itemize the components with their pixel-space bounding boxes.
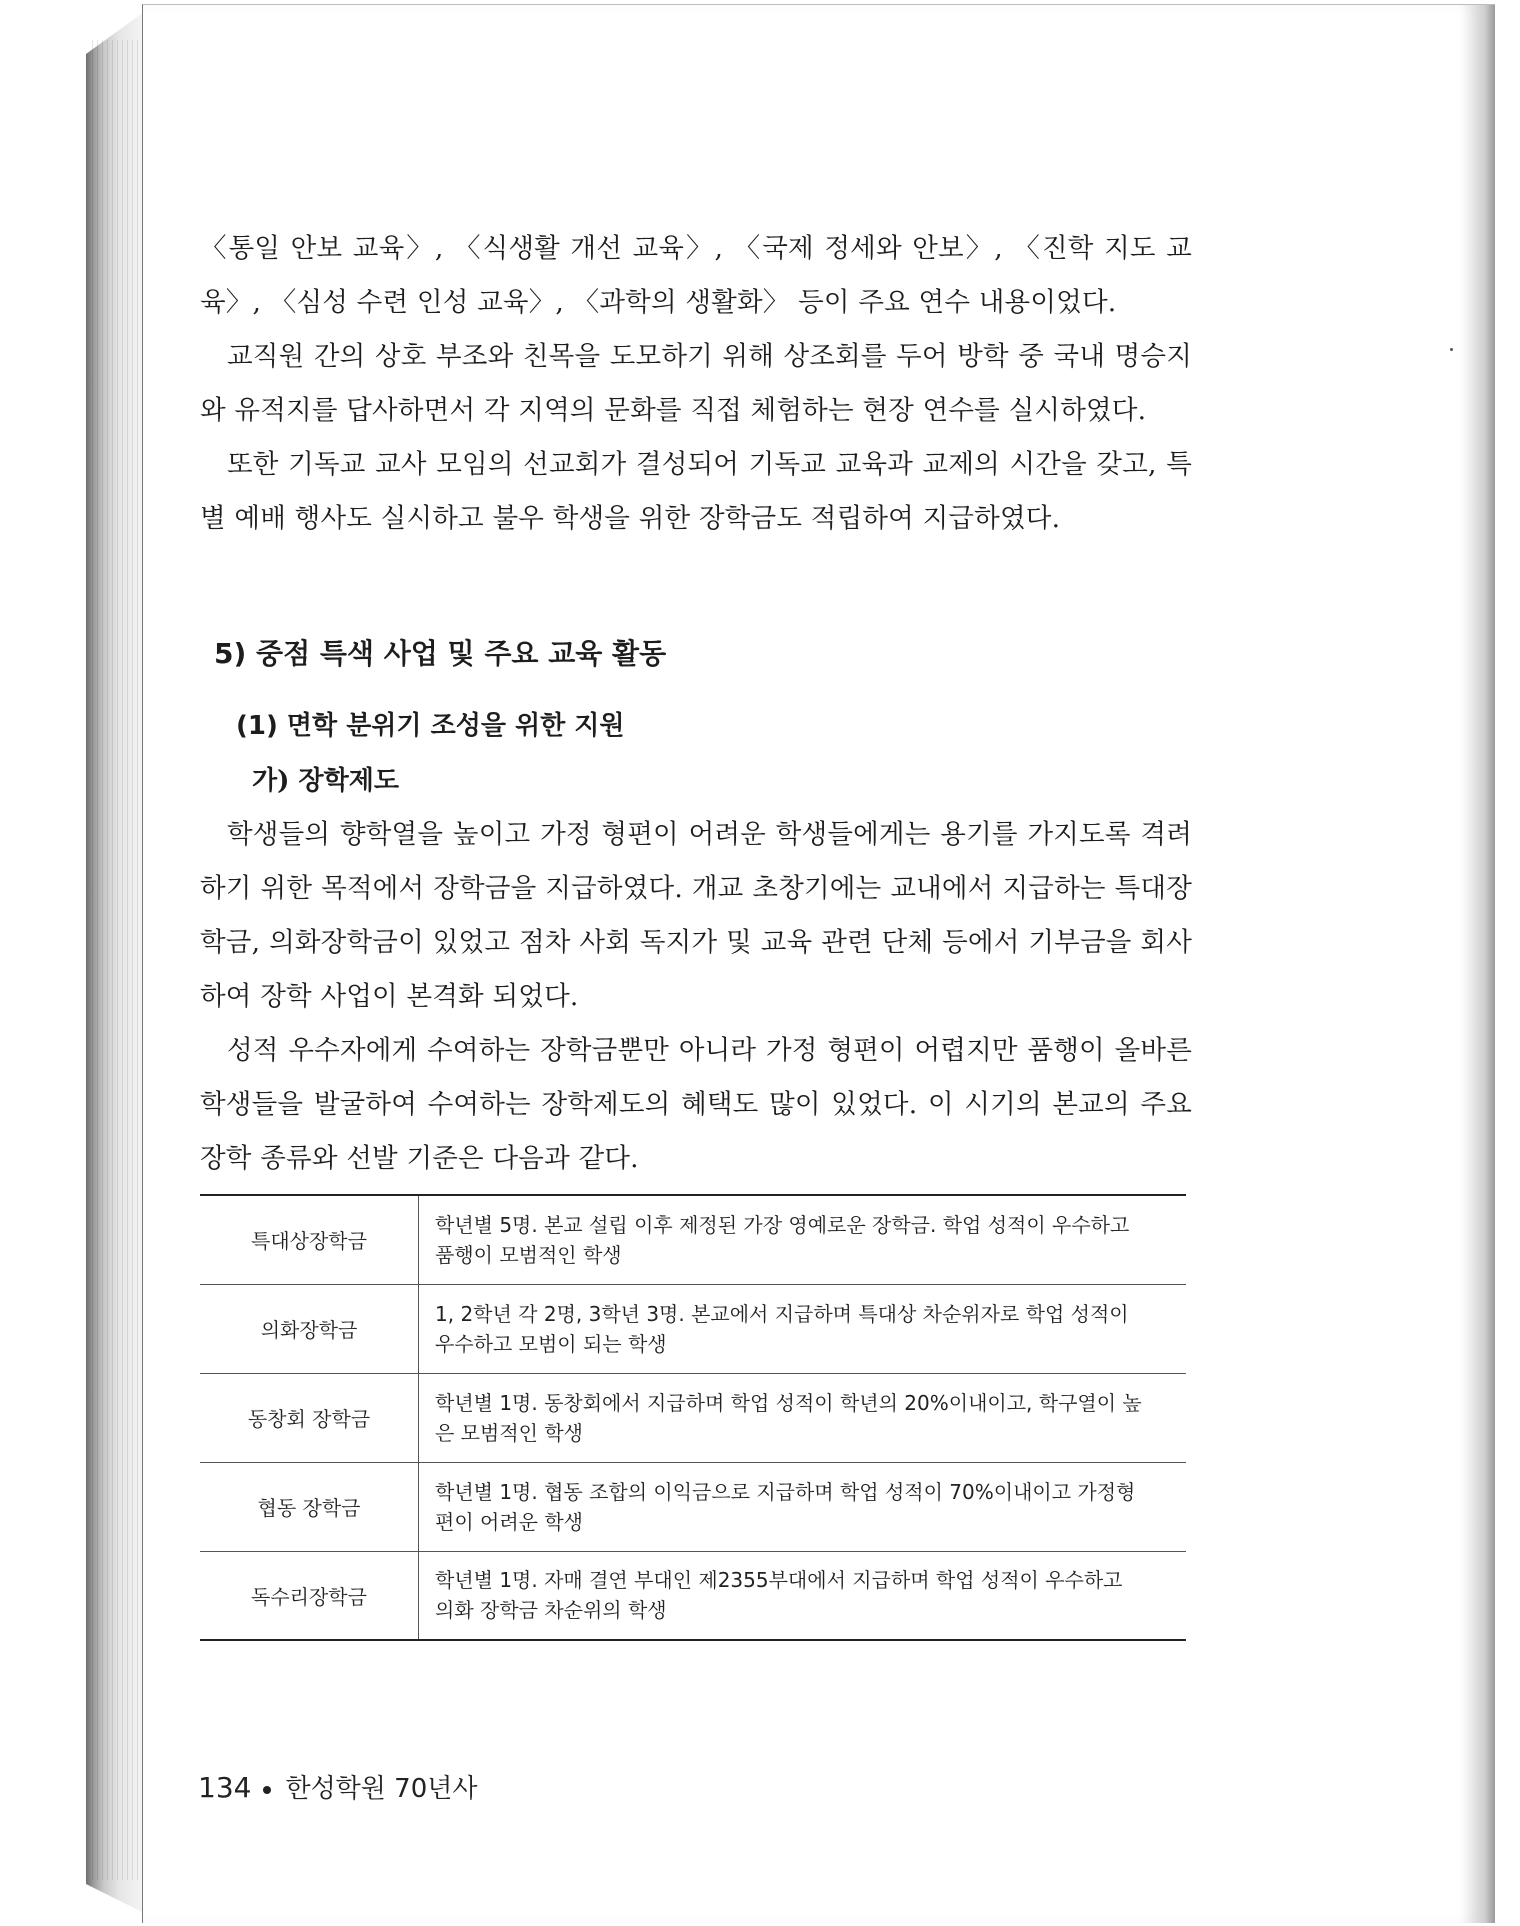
scholarship-desc-line: 학년별 1명. 협동 조합의 이익금으로 지급하며 학업 성적이 70%이내이고 가정형 xyxy=(435,1479,1136,1504)
scholarship-desc-line: 학년별 5명. 본교 설립 이후 제정된 가장 영예로운 장학금. 학업 성적이 우수하고 xyxy=(435,1212,1130,1237)
scholarship-desc-line: 편이 어려운 학생 xyxy=(435,1509,583,1534)
scholarship-intro xyxy=(200,808,1192,1186)
scholarship-desc xyxy=(419,1195,1187,1284)
scan-speck xyxy=(1450,348,1453,351)
scholarship-desc-line: 의화 장학금 차순위의 학생 xyxy=(435,1598,667,1623)
scholarship-name: 협동 장학금 xyxy=(200,1462,419,1551)
table-row xyxy=(200,1195,1186,1284)
paragraph-mutual-aid: 교직원 간의 상호 부조와 친목을 도모하기 위해 상조회를 두어 방학 중 국내 명승지와 유적지를 답사하면서 각 지역의 문화를 직접 체험하는 현장 연수를 실시하였다. xyxy=(200,341,1192,426)
paragraph-scholarship-types: 성적 우수자에게 수여하는 장학금뿐만 아니라 가정 형편이 어렵지만 품행이 올바른 학생들을 발굴하여 수여하는 장학제도의 혜택도 많이 있었다. 이 시기의 본교의 주요 장학 종류와 선발 기준은 다음과 같다. xyxy=(200,1035,1192,1174)
scholarship-name: 특대상장학금 xyxy=(200,1195,419,1284)
scholarship-desc xyxy=(419,1551,1187,1640)
item-heading: 가) 장학제도 xyxy=(252,766,399,796)
subsection-heading: (1) 면학 분위기 조성을 위한 지원 xyxy=(236,711,625,741)
page-content xyxy=(200,222,1192,1623)
page-number: 134 xyxy=(198,1771,252,1804)
scholarship-desc-line: 우수하고 모범이 되는 학생 xyxy=(435,1331,667,1356)
table-row xyxy=(200,1462,1186,1551)
scholarship-name: 독수리장학금 xyxy=(200,1551,419,1640)
table-row xyxy=(200,1284,1186,1373)
table-row xyxy=(200,1551,1186,1640)
paragraph-scholarship-purpose: 학생들의 향학열을 높이고 가정 형편이 어려운 학생들에게는 용기를 가지도록 격려하기 위한 목적에서 장학금을 지급하였다. 개교 초창기에는 교내에서 지급하는 특대장학금, 의화장학금이 있었고 점차 사회 독지가 및 교육 관련 단체 등에서 기부금을 회사하여 장학 사업이 본격화 되었다. xyxy=(200,819,1192,1012)
page-footer xyxy=(198,1768,478,1805)
scholarship-desc-line: 1, 2학년 각 2명, 3학년 3명. 본교에서 지급하며 특대상 차순위자로 학업 성적이 xyxy=(435,1301,1129,1326)
paragraph-christian-fellowship: 또한 기독교 교사 모임의 선교회가 결성되어 기독교 교육과 교제의 시간을 갖고, 특별 예배 행사도 실시하고 불우 학생을 위한 장학금도 적립하여 지급하였다. xyxy=(200,449,1192,534)
scholarship-desc-line: 학년별 1명. 동창회에서 지급하며 학업 성적이 학년의 20%이내이고, 학구열이 높 xyxy=(435,1390,1142,1415)
scholarship-desc xyxy=(419,1284,1187,1373)
scholarship-name: 동창회 장학금 xyxy=(200,1373,419,1462)
paragraph-training-topics: 〈통일 안보 교육〉, 〈식생활 개선 교육〉, 〈국제 정세와 안보〉, 〈진학 지도 교육〉, 〈심성 수련 인성 교육〉, 〈과학의 생활화〉 등이 주요 연수 내용이었다. xyxy=(200,233,1192,318)
scholarship-name: 의화장학금 xyxy=(200,1284,419,1373)
book-page-stack-lines xyxy=(92,40,142,1880)
section-heading: 5) 중점 특색 사업 및 주요 교육 활동 xyxy=(214,637,667,670)
scholarship-desc xyxy=(419,1462,1187,1551)
scholarship-desc-line: 은 모범적인 학생 xyxy=(435,1420,583,1445)
scholarship-table xyxy=(200,1194,1186,1641)
scholarship-desc-line: 품행이 모범적인 학생 xyxy=(435,1242,622,1267)
page-curl-shadow xyxy=(1461,5,1495,1923)
bullet-dot-icon xyxy=(263,1786,271,1794)
table-row xyxy=(200,1373,1186,1462)
scholarship-desc xyxy=(419,1373,1187,1462)
book-title: 한성학원 70년사 xyxy=(285,1774,478,1804)
scholarship-desc-line: 학년별 1명. 자매 결연 부대인 제2355부대에서 지급하며 학업 성적이 우수하고 xyxy=(435,1568,1123,1593)
